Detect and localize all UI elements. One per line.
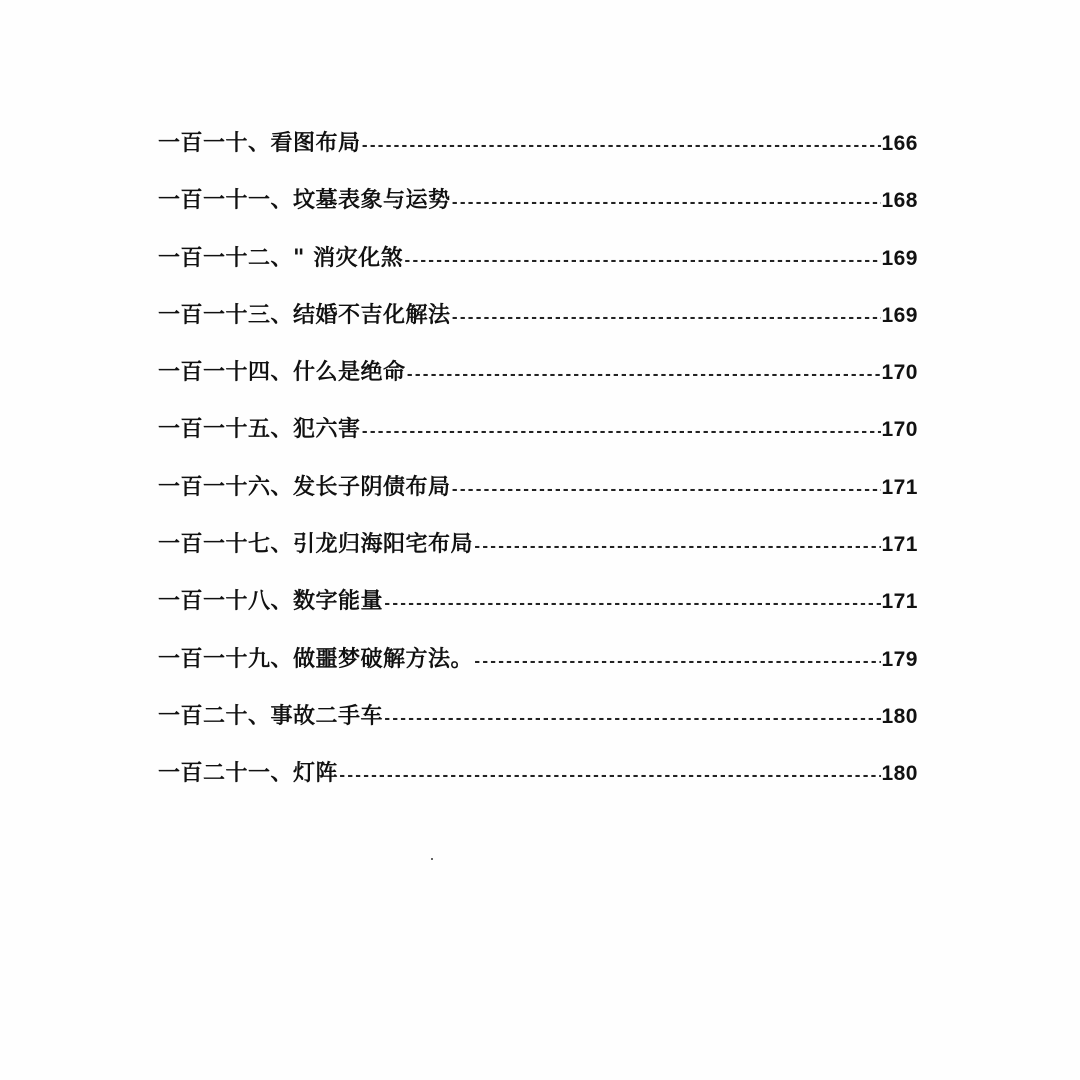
toc-entry-page: 169 [881, 246, 918, 270]
toc-leader-dashes [451, 482, 882, 498]
toc-entry-page: 171 [881, 475, 918, 499]
toc-entry-title: 发长子阴债布局 [293, 474, 451, 500]
toc-entry [158, 470, 918, 527]
toc-leader-dashes [361, 138, 882, 154]
toc-entry-page: 166 [881, 132, 918, 155]
toc-entry-title: 灯阵 [293, 761, 339, 787]
toc-leader-dashes [383, 596, 881, 612]
toc-entry [158, 298, 918, 355]
toc-entry [158, 699, 918, 756]
toc-entry [158, 412, 918, 469]
toc-entry-number: 一百一十、 [158, 131, 271, 156]
toc-entry-page: 180 [881, 704, 918, 728]
toc-entry-page: 180 [881, 762, 918, 786]
toc-entry-number: 一百二十一、 [158, 761, 294, 787]
toc-entry-title: 什么是绝命 [293, 360, 406, 386]
toc-entry-page: 170 [881, 361, 918, 385]
toc-entry-title: 犯六害 [293, 417, 361, 443]
toc-entry-title: 事故二手车 [270, 703, 384, 729]
toc-entry [158, 355, 918, 412]
toc-entry-title: " 消灾化煞 [293, 245, 404, 271]
toc-entry-page: 169 [881, 303, 918, 327]
toc-entry-number: 一百一十三、 [158, 302, 294, 328]
toc-entry-page: 170 [881, 418, 918, 442]
toc-entry-number: 一百一十八、 [158, 589, 294, 615]
toc-leader-dashes [383, 711, 881, 727]
toc-leader-dashes [338, 768, 881, 784]
print-speck [431, 858, 433, 860]
toc-entry-number: 一百一十七、 [158, 532, 294, 558]
toc-entry [158, 584, 918, 641]
toc-entry-title: 做噩梦破解方法。 [293, 646, 474, 672]
toc-entry-title: 结婚不吉化解法 [293, 302, 451, 328]
toc-entry-number: 一百一十二、 [158, 245, 294, 271]
toc-leader-dashes [361, 424, 882, 440]
toc-entry-title: 看图布局 [270, 131, 361, 156]
toc-entry-number: 一百一十五、 [158, 417, 294, 443]
toc-entry-number: 一百一十四、 [158, 360, 294, 386]
toc-entry-title: 引龙归海阳宅布局 [293, 532, 474, 558]
toc-leader-dashes [451, 195, 882, 211]
toc-entry [158, 642, 918, 699]
toc-entry-number: 一百二十、 [158, 703, 271, 729]
toc-entry-page: 179 [881, 647, 918, 671]
toc-leader-dashes [403, 253, 881, 269]
toc-entry-page: 168 [881, 189, 918, 213]
toc-entry-title: 数字能量 [293, 589, 384, 615]
table-of-contents [158, 126, 918, 814]
toc-entry-number: 一百一十九、 [158, 646, 294, 672]
toc-entry-title: 坟墓表象与运势 [293, 188, 451, 214]
toc-entry [158, 126, 918, 183]
toc-leader-dashes [451, 310, 882, 326]
toc-leader-dashes [473, 654, 881, 670]
toc-entry-number: 一百一十一、 [158, 188, 294, 214]
toc-entry-number: 一百一十六、 [158, 474, 294, 500]
toc-entry [158, 241, 918, 298]
toc-entry-page: 171 [881, 533, 918, 557]
toc-leader-dashes [473, 539, 881, 555]
toc-entry [158, 527, 918, 584]
toc-entry-page: 171 [881, 590, 918, 614]
toc-entry [158, 183, 918, 240]
toc-entry [158, 756, 918, 813]
toc-leader-dashes [406, 367, 882, 383]
